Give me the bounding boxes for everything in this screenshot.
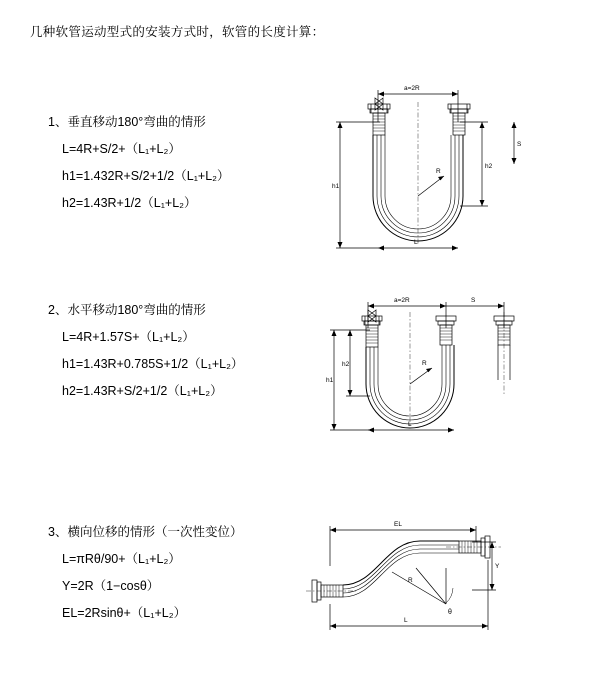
svg-text:h1: h1 [326,377,334,384]
svg-text:R: R [408,577,413,584]
lateral-offset-diagram [296,508,576,648]
svg-text:Y: Y [495,563,500,570]
section-3-formula-2: Y=2R（1−cosθ） [62,579,160,593]
svg-text:S: S [517,141,522,148]
svg-text:θ: θ [448,609,452,616]
section-2-formula-1: L=4R+1.57S+（L₁+L₂） [62,330,195,344]
svg-text:L: L [408,421,412,428]
section-3-title: 3、横向位移的情形（一次性变位） [48,525,243,539]
section-2-formula-3: h2=1.43R+S/2+1/2（L₁+L₂） [62,384,223,398]
svg-text:h2: h2 [485,163,493,170]
section-3-formula-3: EL=2Rsinθ+（L₁+L₂） [62,606,187,620]
section-3-formula-1: L=πRθ/90+（L₁+L₂） [62,552,181,566]
section-1-formula-3: h2=1.43R+1/2（L₁+L₂） [62,196,197,210]
svg-text:S: S [471,297,476,304]
section-2-text [48,300,298,408]
section-3-text [48,522,298,630]
svg-text:h1: h1 [332,183,340,190]
svg-text:L: L [414,239,418,246]
svg-text:EL: EL [394,521,402,528]
section-2-title: 2、水平移动180°弯曲的情形 [48,303,206,317]
section-1-formula-1: L=4R+S/2+（L₁+L₂） [62,142,181,156]
section-2-formula-2: h1=1.43R+0.785S+1/2（L₁+L₂） [62,357,244,371]
section-1-formula-2: h1=1.432R+S/2+1/2（L₁+L₂） [62,169,230,183]
svg-text:R: R [436,168,441,175]
page-title: 几种软管运动型式的安装方式时，软管的长度计算： [30,25,325,39]
horizontal-180-bend-diagram [318,284,568,454]
svg-text:a=2R: a=2R [394,297,410,304]
section-1-text [48,112,298,220]
vertical-180-bend-diagram [318,76,568,266]
svg-text:a=2R: a=2R [404,85,420,92]
svg-text:h2: h2 [342,361,350,368]
svg-text:L: L [404,617,408,624]
section-1-title: 1、垂直移动180°弯曲的情形 [48,115,206,129]
svg-text:R: R [422,360,427,367]
